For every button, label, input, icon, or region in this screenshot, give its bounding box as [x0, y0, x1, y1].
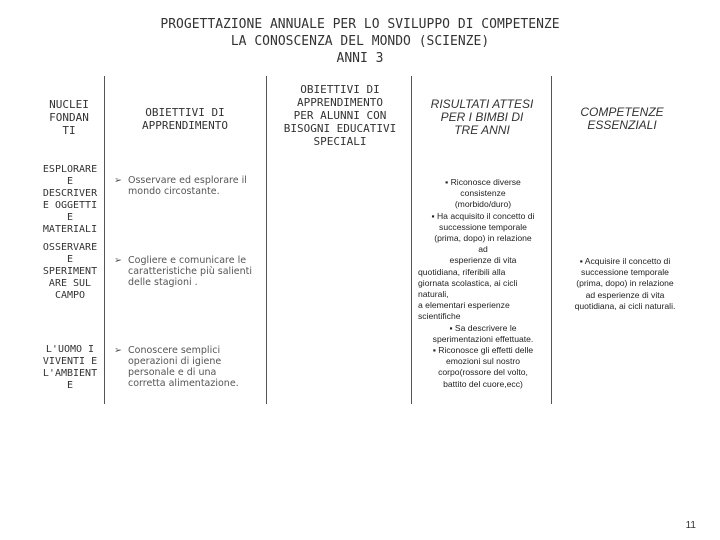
title-line-1: PROGETTAZIONE ANNUALE PER LO SVILUPPO DI COMPETENZE	[160, 17, 560, 32]
page-number: 11	[685, 520, 696, 531]
header-risultati: RISULTATI ATTESI PER I BIMBI DI TRE ANNI	[430, 97, 534, 137]
title-line-2: LA CONOSCENZA DEL MONDO (SCIENZE)	[230, 34, 490, 49]
obiettivo-1: ➢ Osservare ed esplorare il mondo circostante.	[114, 175, 247, 197]
competenze-essenziali-list: ▪ Acquisire il concetto di successione temporale (prima, dopo) in relazione ad esperienze di vita quotidiana, ai cicli naturali.	[574, 256, 676, 311]
obiettivo-2: ➢ Cogliere e comunicare le caratteristiche più salienti delle stagioni .	[114, 255, 253, 288]
nucleo-osservare: OSSERVARE E SPERIMENT ARE SUL CAMPO	[42, 242, 98, 301]
column-divider-1	[104, 76, 105, 404]
title-line-3: ANNI 3	[336, 51, 384, 66]
header-obiettivi-bes: OBIETTIVI DI APPRENDIMENTO PER ALUNNI CON BISOGNI EDUCATIVI SPECIALI	[283, 83, 397, 148]
arrow-bullet-icon: ➢	[114, 255, 122, 266]
header-obiettivi: OBIETTIVI DI APPRENDIMENTO	[141, 106, 229, 132]
risultati-attesi-list: ▪ Riconosce diverse consistenze (morbido/duro) ▪ Ha acquisito il concetto di successione temporale (prima, dopo) in relazione ad esperienze di vita quotidiana, riferibili alla giornata scolastica, ai cicli naturali, a elementari esperienze scientifiche ▪ Sa descrivere le sperimentazioni effettuate. ▪ Riconosce gli effetti delle emozioni sul nostro corpo(rossore del volto, battito del cuore,ecc)	[418, 177, 535, 389]
nucleo-uomo-viventi: L'UOMO I VIVENTI E L'AMBIENT E	[42, 344, 98, 391]
obiettivo-3: ➢ Conoscere semplici operazioni di igiene personale e di una corretta alimentazione.	[114, 345, 239, 389]
nucleo-esplorare: ESPLORARE E DESCRIVER E OGGETTI E MATERIALI	[42, 164, 98, 235]
column-divider-2	[266, 76, 267, 404]
header-nuclei: NUCLEI FONDAN TI	[49, 98, 89, 137]
arrow-bullet-icon: ➢	[114, 345, 122, 356]
page-title	[0, 16, 720, 67]
header-competenze: COMPETENZE ESSENZIALI	[580, 105, 664, 132]
arrow-bullet-icon: ➢	[114, 175, 122, 186]
column-divider-4	[551, 76, 552, 404]
